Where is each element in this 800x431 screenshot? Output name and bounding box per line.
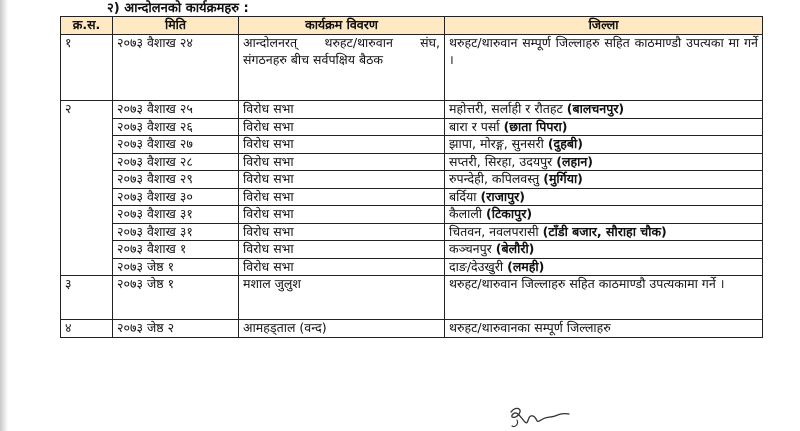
row-program: विरोध सभा [239, 101, 445, 119]
row-district [445, 101, 763, 119]
table-row [61, 136, 763, 154]
row-program: विरोध सभा [239, 118, 445, 136]
row-program: विरोध सभा [239, 241, 445, 259]
row-program: विरोध सभा [239, 136, 445, 154]
district-names: चितवन, नवलपरासी [449, 223, 539, 239]
row-district: थरुहट/थारुवानका सम्पूर्ण जिल्लाहरु [445, 320, 763, 338]
row-program: मशाल जुलुश [239, 276, 445, 320]
district-place: (लमही) [507, 258, 545, 274]
row-date: २०७३ जेष्ठ २ [113, 320, 239, 338]
row-district [445, 153, 763, 171]
row-date: २०७३ वैशाख २४ [113, 35, 239, 101]
table-row [61, 320, 763, 338]
row-date: २०७३ जेष्ठ १ [113, 258, 239, 276]
section-heading: २) आन्दोलनको कार्यक्रमहरु : [107, 1, 249, 16]
table-header-row [61, 17, 763, 35]
table-row [61, 241, 763, 259]
row-date: २०७३ वैशाख २८ [113, 153, 239, 171]
row-program: विरोध सभा [239, 206, 445, 224]
row-program: विरोध सभा [239, 153, 445, 171]
row-date: २०७३ जेष्ठ १ [113, 276, 239, 320]
district-place: (टिकापुर) [486, 206, 533, 221]
page-edge-shadow [0, 0, 8, 431]
district-place: (दुहबी) [547, 136, 583, 151]
table-row [61, 171, 763, 189]
row-date: २०७३ वैशाख ३१ [113, 223, 239, 241]
table-row [61, 153, 763, 171]
row-sn: ३ [61, 276, 113, 320]
row-district [445, 258, 763, 276]
header-program: कार्यक्रम विवरण [239, 17, 445, 35]
district-names: झापा, मोरङ्ग, सुनसरी [449, 136, 544, 151]
district-place: (बेलौरी) [495, 241, 535, 256]
table-row [61, 101, 763, 119]
program-table [60, 16, 763, 338]
row-district [445, 171, 763, 189]
row-district: थरुहट/थारुवान जिल्लाहरु सहित काठमाण्डौ उपत्यकामा गर्ने । [445, 276, 763, 320]
row-program: विरोध सभा [239, 223, 445, 241]
table-row [61, 118, 763, 136]
row-district [445, 136, 763, 154]
header-district: जिल्ला [445, 17, 763, 35]
row-program: विरोध सभा [239, 258, 445, 276]
row-district [445, 118, 763, 136]
district-names: कैलाली [449, 206, 483, 221]
district-names: कञ्चनपुर [449, 241, 492, 256]
district-names: रुपन्देही, कपिलवस्तु [449, 171, 540, 186]
table-row [61, 276, 763, 320]
row-date: २०७३ वैशाख २५ [113, 101, 239, 119]
row-date: २०७३ वैशाख १ [113, 241, 239, 259]
header-sn: क्र.स. [61, 17, 113, 35]
row-date: २०७३ वैशाख ३१ [113, 206, 239, 224]
table-row [61, 206, 763, 224]
row-program: आमहड्ताल (वन्द) [239, 320, 445, 338]
district-place: (टाँडी बजार, सौराहा चौक) [542, 223, 667, 239]
district-place: (राजापुर) [480, 188, 526, 204]
district-names: बारा र पर्सा [449, 118, 500, 134]
district-names: बर्दिया [449, 188, 477, 204]
row-district [445, 206, 763, 224]
table-row [61, 35, 763, 101]
table-row [61, 223, 763, 241]
row-program: विरोध सभा [239, 188, 445, 206]
district-place: (बालचनपुर) [566, 101, 625, 116]
district-place: (मुर्गिया) [543, 171, 583, 186]
row-district [445, 188, 763, 206]
signature-icon [505, 404, 575, 430]
table-row [61, 258, 763, 276]
district-place: (छाता पिपरा) [503, 118, 568, 134]
row-district [445, 223, 763, 241]
row-district [445, 241, 763, 259]
district-names: सप्तरी, सिरहा, उदयपुर [449, 153, 553, 169]
header-date: मिति [113, 17, 239, 35]
row-date: २०७३ वैशाख २७ [113, 136, 239, 154]
row-sn: १ [61, 35, 113, 101]
table-row [61, 188, 763, 206]
row-date: २०७३ वैशाख २६ [113, 118, 239, 136]
row-sn: ४ [61, 320, 113, 338]
row-district: थरुहट/थारुवान सम्पूर्ण जिल्लाहरु सहित काठमाण्डौ उपत्यका मा गर्ने । [445, 35, 763, 101]
district-place: (लहान) [556, 153, 593, 169]
row-date: २०७३ वैशाख २९ [113, 171, 239, 189]
district-names: महोत्तरी, सर्लाही र रौतहट [449, 101, 563, 116]
district-names: दाङ/देउखुरी [449, 258, 504, 274]
row-program: विरोध सभा [239, 171, 445, 189]
row-program: आन्दोलनरत् थरुहट/थारुवान संघ, संगठनहरु बीच सर्वपक्षिय बैठक [239, 35, 445, 101]
row-sn: २ [61, 101, 113, 276]
row-date: २०७३ वैशाख ३० [113, 188, 239, 206]
